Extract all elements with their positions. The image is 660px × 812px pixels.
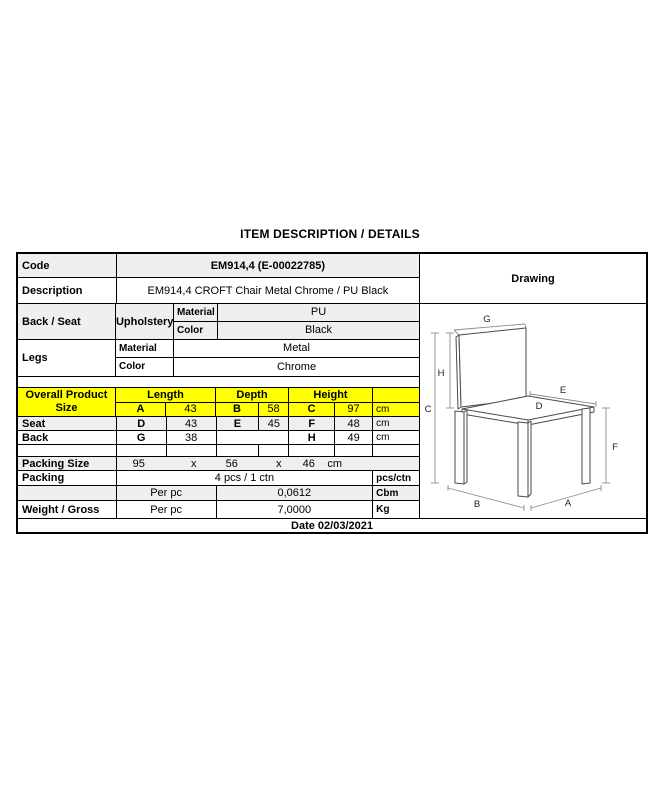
size-header-height: Height: [289, 388, 373, 402]
row-weight: [18, 501, 419, 518]
legs-material-value: Metal: [283, 342, 310, 355]
back-depth-empty: [217, 431, 290, 444]
back-seat-color-value: Black: [305, 324, 332, 337]
row-packing: [18, 471, 419, 486]
page-title: ITEM DESCRIPTION / DETAILS: [240, 227, 420, 241]
dim-label-b: B: [473, 499, 481, 510]
left-leg: [455, 411, 464, 484]
spacer-row-2: [18, 445, 419, 457]
spec-table: [16, 252, 648, 534]
volume-value: 0,0612: [217, 486, 374, 500]
back-length-value: 38: [167, 431, 217, 444]
overall-size-label: Overall Product Size: [18, 388, 116, 416]
back-seat-group: Upholstery: [116, 304, 174, 339]
legs-label: Legs: [18, 340, 116, 376]
weight-label: Weight / Gross: [18, 501, 117, 518]
back-seat-material-label: Material: [174, 304, 218, 321]
size-grid: [116, 388, 419, 416]
size-header-unit-empty: [373, 388, 419, 402]
drawing-panel: [420, 254, 646, 518]
code-label: Code: [18, 254, 117, 277]
packing-size-sep1: x: [191, 457, 197, 470]
back-seat-label: Back / Seat: [18, 304, 116, 339]
back-seat-color-label: Color: [174, 322, 218, 339]
description-value: EM914,4 CROFT Chair Metal Chrome / PU Black: [147, 284, 389, 297]
legs-color-label: Color: [116, 358, 174, 376]
spec-table-left-block: [18, 254, 420, 518]
front-leg: [518, 422, 528, 497]
front-leg-side: [528, 421, 531, 497]
overall-length-value: 43: [166, 403, 216, 417]
right-leg: [582, 408, 590, 484]
back-unit: cm: [376, 432, 390, 443]
dim-label-g: G: [483, 314, 491, 325]
dim-label-f: F: [612, 442, 618, 453]
description-label: Description: [18, 278, 117, 303]
row-overall-size: [18, 388, 419, 417]
volume-per: Per pc: [117, 486, 217, 500]
date-row: Date 02/03/2021: [18, 518, 646, 532]
seat-length-key: D: [117, 417, 167, 430]
spacer-row-1: [18, 377, 419, 388]
row-back: [18, 431, 419, 445]
row-volume: [18, 486, 419, 501]
row-packing-size: [18, 457, 419, 471]
packing-unit: pcs/ctn: [376, 472, 412, 484]
dim-label-h: H: [437, 368, 445, 379]
packing-size-sep2: x: [276, 457, 282, 470]
back-seat-material-value: PU: [310, 306, 327, 319]
volume-label-empty: [18, 486, 117, 500]
seat-depth-key: E: [217, 417, 260, 430]
legs-subrows: [116, 340, 419, 376]
back-seat-subrows: [174, 304, 419, 339]
packing-value: 4 pcs / 1 ctn: [117, 471, 373, 485]
seat-unit: cm: [376, 418, 390, 429]
back-height-value: 49: [335, 431, 373, 444]
seat-height-key: F: [289, 417, 335, 430]
row-seat: [18, 417, 419, 431]
packing-size-label: Packing Size: [18, 457, 117, 470]
row-code: [18, 254, 419, 278]
overall-height-value: 97: [335, 403, 373, 417]
drawing-header: Drawing: [420, 254, 646, 304]
back-height-key: H: [289, 431, 335, 444]
chair-drawing-svg: [420, 304, 646, 518]
overall-depth-key: B: [216, 403, 259, 417]
row-legs: [18, 340, 419, 377]
back-label: Back: [18, 431, 117, 444]
packing-label: Packing: [18, 471, 117, 485]
back-length-key: G: [117, 431, 167, 444]
weight-unit: Kg: [376, 504, 390, 515]
chair-outline: [455, 328, 594, 497]
row-description: [18, 278, 419, 304]
size-header-length: Length: [116, 388, 216, 402]
dim-label-c: C: [424, 404, 432, 415]
legs-material-label: Material: [116, 340, 174, 357]
packing-size-values: [117, 457, 419, 470]
overall-length-key: A: [116, 403, 166, 417]
seat-height-value: 48: [335, 417, 373, 430]
left-leg-side: [464, 410, 467, 484]
code-value: EM914,4 (E-00022785): [210, 259, 326, 272]
packing-size-v3: 46: [302, 457, 315, 470]
overall-depth-value: 58: [259, 403, 289, 417]
packing-size-v1: 95: [132, 457, 145, 470]
row-back-seat: [18, 304, 419, 340]
seat-label: Seat: [18, 417, 117, 430]
weight-per: Per pc: [117, 501, 217, 518]
dim-label-e: E: [559, 385, 567, 396]
packing-size-unit: cm: [327, 457, 343, 470]
size-header-depth: Depth: [216, 388, 289, 402]
volume-unit: Cbm: [376, 487, 399, 499]
packing-size-v2: 56: [225, 457, 238, 470]
dim-label-a: A: [564, 498, 572, 509]
weight-value: 7,0000: [217, 501, 374, 518]
overall-unit: cm: [376, 403, 390, 415]
backrest-front-face: [459, 328, 526, 407]
seat-depth-value: 45: [259, 417, 289, 430]
overall-height-key: C: [289, 403, 335, 417]
dim-label-d: D: [535, 401, 543, 412]
chair-drawing: [420, 304, 646, 518]
seat-length-value: 43: [167, 417, 217, 430]
legs-color-value: Chrome: [276, 360, 317, 373]
